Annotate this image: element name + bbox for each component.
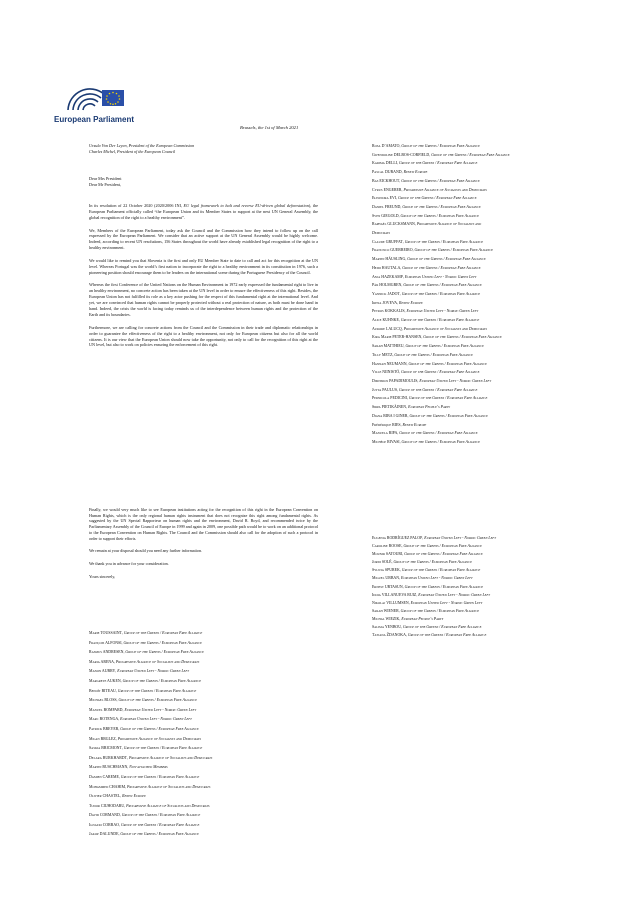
signatory-name: Tudor CIUHODARU (89, 803, 125, 808)
signatory-row: Bas EICKHOUT, Group of the Greens / European Free Alliance (372, 178, 480, 183)
signatory-row: Michèle RIVASI, Group of the Greens / European Free Alliance (372, 439, 480, 444)
signatory-group: European United Left - Nordic Green Left (124, 707, 197, 712)
signatory-group: Group of the Greens / European Free Alliance (403, 544, 482, 549)
signatory-name: Pascal DURAND (372, 170, 402, 175)
signatory-group: European United Left - Nordic Green Left (404, 274, 477, 279)
signatory-group: Group of the Greens / European Free Alliance (400, 318, 480, 323)
signatory-name: Martin BUSCHMANN (89, 765, 128, 770)
signatory-group: Group of the Greens / European Free Alliance (125, 650, 204, 655)
signatory-row: Rasmus ANDRESEN, Group of the Greens / European Free Alliance (89, 650, 204, 655)
signatory-list-right-bottom (372, 534, 592, 639)
signatory-row: Pär HOLMGREN, Group of the Greens / European Free Alliance (372, 283, 482, 288)
closing-paragraph: We remain at your disposal should you need any further information. (89, 548, 203, 554)
signatory-group: European United Left - Nordic Green Left (418, 592, 490, 597)
signatory-name: Frédérique RIES (372, 422, 401, 427)
signatory-name: Manuel BOMPARD (89, 707, 123, 712)
signatory-row: Manuela RIPA, Group of the Greens / European Free Alliance (372, 431, 478, 436)
signatory-row: Manuel BOMPARD, European United Left - Nordic Green Left (89, 707, 197, 712)
signatory-group: Group of the Greens / European Free Alliance (120, 774, 200, 779)
signatory-name: Rasmus ANDRESEN (89, 650, 124, 655)
signatory-row: Ville NIINISTÖ, Group of the Greens / European Free Alliance (372, 370, 480, 375)
signatory-group: Progressive Alliance of Socialists and Democrats (403, 187, 487, 192)
signatory-group: Group of the Greens / European Free Alliance (123, 746, 203, 751)
signatory-name: Patrick BREYER (89, 726, 119, 731)
closing-section (89, 507, 318, 586)
body-paragraph: Furthermore, we are calling for concrete actions from the Council and the Commission in their trade and diplomatic relationships in order to guarantee the effectiveness of the right to a healthy environment, not only for European citizens but also for all the world citizens. It is our view that the European Union should now take the opportunity, not only to call for the recognition of this right at the UN level, but also to work on policies ensuring the enforcement of this right. (89, 324, 318, 348)
signatory-name: Aurore LALUCQ (372, 326, 402, 331)
signatory-name: François ALFONSI (89, 640, 122, 645)
signatory-name: Marc BOTENGA (89, 717, 119, 722)
signatory-name: Anja HAZEKAMP (372, 274, 403, 279)
signatory-group: Group of the Greens / European Free Alliance (401, 370, 480, 375)
signatory-group: Group of the Greens / European Free Alliance (122, 678, 202, 683)
signatory-row: Gwendoline DELBOS-CORFIELD, Group of the Greens / European Free Alliance (372, 152, 510, 157)
signatory-row: Miguel URBAN, European United Left - Nordic Green Left (372, 576, 473, 581)
signatory-row: François ALFONSI, Group of the Greens / European Free Alliance (89, 640, 202, 645)
signatory-name: Mounir SATOURI (372, 552, 403, 557)
signatory-row (372, 229, 592, 238)
signatory-group: Group of the Greens / European Free Alliance (431, 152, 510, 157)
signatory-group: Progressive Alliance of Socialists and (416, 222, 482, 227)
signatory-group: Group of the Greens / European Free Alliance (398, 161, 478, 166)
signatory-row: Olivier CHASTEL, Renew Europe (89, 794, 146, 799)
signatory-row: Mounir SATOURI, Group of the Greens / European Free Alliance (372, 552, 483, 557)
signatory-group: Renew Europe (399, 300, 423, 305)
signatory-name: Ernest URTASUN (372, 584, 403, 589)
signatory-name: Milan BRGLEZ (89, 736, 116, 741)
signatory-name: Miguel URBAN (372, 576, 400, 581)
signatory-group: Renew Europe (403, 170, 428, 175)
signatory-row: Saskia BRICMONT, Group of the Greens / European Free Alliance (89, 746, 203, 751)
signatory-row: Idoia VILLANUEVA RUIZ, European United Left - Nordic Green Left (372, 592, 490, 597)
signatory-name: Dimitrios PAPADIMOULIS (372, 378, 418, 383)
signatory-name: Martin HÄUSLING (372, 257, 406, 262)
signatory-name: Ignazio CORRAO (89, 822, 119, 827)
signatory-name: Hannah NEUMANN (372, 361, 407, 366)
signatory-group: Group of the Greens / European Free Alliance (398, 387, 478, 392)
signatory-group: Progressive Alliance of Socialists and Democrats (117, 736, 202, 741)
signatory-name: Ville NIINISTÖ (372, 370, 400, 375)
signatory-row: Tilly METZ, Group of the Greens / European Free Alliance (372, 352, 473, 357)
signatory-group: Group of the Greens / European Free Alliance (409, 413, 488, 418)
signatory-group: Group of the Greens / European Free Alliance (414, 248, 493, 253)
signatory-row: Tatjana ŽDANOKA, Group of the Greens / European Free Alliance (372, 633, 487, 638)
signatory-row: David CORMAND, Group of the Greens / European Free Alliance (89, 813, 201, 818)
signatory-row: Patrick BREYER, Group of the Greens / European Free Alliance (89, 726, 199, 731)
signatory-row: Mohammed CHAHIM, Progressive Alliance of Socialists and Democrats (89, 784, 211, 789)
parliament-hemicycle-icon (64, 84, 126, 114)
signatory-name: Delara BURKHARDT (89, 755, 127, 760)
signatory-row: Benoît BITEAU, Group of the Greens / European Free Alliance (89, 688, 197, 693)
signatory-group: Group of the Greens / European Free Alliance (401, 439, 480, 444)
signatory-row: Irena JOVEVA, Renew Europe (372, 300, 423, 305)
addressee-line: Charles Michel, President of the European Council (89, 148, 176, 154)
signatory-name: Benoît BITEAU (89, 688, 116, 693)
signatory-name: Nikolaj VILLUMSEN (372, 600, 409, 605)
signatory-group: Group of the Greens / European Free Alliance (123, 631, 203, 635)
signatory-row: Pascal DURAND, Renew Europe (372, 170, 428, 175)
signatory-group: Group of the Greens / European Free Alliance (120, 832, 199, 837)
signatory-name: Salima YENBOU (372, 625, 402, 630)
signatory-name: Bas EICKHOUT (372, 178, 400, 183)
signatory-row: Sven GIEGOLD, Group of the Greens / European Free Alliance (372, 213, 479, 218)
signatory-row: Dimitrios PAPADIMOULIS, European United Left - Nordic Green Left (372, 378, 492, 383)
signatory-group: Renew Europe (122, 794, 146, 799)
signatory-group: Group of the Greens / European Free Alliance (121, 813, 201, 818)
signatory-group: Group of the Greens / European Free Alliance (404, 584, 484, 589)
signatory-name: Raphaël GLUCKSMANN (372, 222, 415, 227)
signatory-group: Group of the Greens / European Free Alliance (120, 822, 200, 827)
signatory-name: Idoia VILLANUEVA RUIZ (372, 592, 417, 597)
signatory-group: Group of the Greens / European Free Alliance (398, 196, 477, 201)
signatory-row: Milan BRGLEZ, Progressive Alliance of Socialists and Democrats (89, 736, 202, 741)
signatory-row: Sirpa PIETIKÄINEN, European People’s Party (372, 405, 450, 410)
european-parliament-logo (54, 84, 144, 134)
signatory-row: Yannick JADOT, Group of the Greens / European Free Alliance (372, 291, 481, 296)
signatory-row: Margrete AUKEN, Group of the Greens / European Free Alliance (89, 678, 202, 683)
signatory-row: Martin BUSCHMANN, Non-attached Members (89, 765, 168, 770)
signatory-group: Group of the Greens / European Free Alliance (401, 568, 481, 573)
closing-paragraph: We thank you in advance for your consideration. (89, 560, 169, 566)
signatory-name: Pär HOLMGREN (372, 283, 402, 288)
signatory-name: Irena JOVEVA (372, 300, 398, 305)
signatory-group: Group of the Greens / European Free Alliance (407, 633, 487, 638)
signatory-group: Group of the Greens / European Free Alliance (402, 265, 481, 270)
signatory-row: Ignazio CORRAO, Group of the Greens / European Free Alliance (89, 822, 200, 827)
signatory-row: Jutta PAULUS, Group of the Greens / European Free Alliance (372, 387, 478, 392)
signatory-group: Progressive Alliance of Socialists and Democrats (403, 326, 488, 331)
signatory-name: Karima DELLI (372, 161, 398, 166)
signatory-group: Progressive Alliance of Socialists and Democrats (115, 659, 200, 664)
dateline: Brussels, the 1st of March 2021 (240, 125, 299, 130)
signatory-row: Anja HAZEKAMP, European United Left - Nordic Green Left (372, 274, 477, 279)
signatory-group: Group of the Greens / European Free Alliance (123, 640, 202, 645)
signatory-name: Jordi SOLÉ (372, 560, 392, 565)
signatory-row: Claude GRUFFAT, Group of the Greens / European Free Alliance (372, 239, 484, 244)
signatory-row: Ernest URTASUN, Group of the Greens / European Free Alliance (372, 584, 484, 589)
signatory-row: Maria ARENA, Progressive Alliance of Socialists and Democrats (89, 659, 200, 664)
signatory-row: Damien CAREME, Group of the Greens / European Free Alliance (89, 774, 200, 779)
signatory-row: Delara BURKHARDT, Progressive Alliance of Socialists and Democrats (89, 755, 213, 760)
signatory-group: Group of the Greens / European Free Alliance (405, 344, 484, 349)
signatory-group: Group of the Greens / European Free Alliance (403, 283, 482, 288)
signatory-name: Eugenia RODRÍGUEZ PALOP (372, 536, 423, 540)
signatory-list-left (89, 629, 318, 840)
signatory-row: Sylwia SPUREK, Group of the Greens / European Free Alliance (372, 568, 481, 573)
signatory-name: Tilly METZ (372, 352, 393, 357)
signatory-group: Group of the Greens / European Free Alliance (408, 361, 487, 366)
signatory-group: Group of the Greens / European Free Alliance (393, 560, 472, 565)
signatory-row: Caroline ROOSE, Group of the Greens / European Free Alliance (372, 544, 482, 549)
signatory-name: Tatjana ŽDANOKA (372, 633, 406, 638)
signatory-group: Democrats (372, 231, 391, 236)
signatory-group: Renew Europe (402, 422, 427, 427)
signatory-row: Pernicola PEDICINI, Group of the Greens / European Free Alliance (372, 396, 488, 401)
signatory-row: Salima YENBOU, Group of the Greens / European Free Alliance (372, 625, 482, 630)
signatory-name: Maria ARENA (89, 659, 114, 664)
signatory-name: Rosa D’AMATO (372, 144, 400, 148)
signatory-group: Group of the Greens / European Free Alliance (120, 726, 199, 731)
signatory-group: Group of the Greens / European Free Alliance (401, 144, 480, 148)
signatory-row: Marc BOTENGA, European United Left - Nordic Green Left (89, 717, 192, 722)
signatory-group: European People’s Party (408, 405, 450, 410)
signatory-row: Rosa D’AMATO, Group of the Greens / European Free Alliance (372, 144, 480, 148)
signatory-row: Manon AUBRY, European United Left - Nordic Green Left (89, 669, 189, 674)
signatory-row: Jordi SOLÉ, Group of the Greens / European Free Alliance (372, 560, 472, 565)
signatory-row: Marie TOUSSAINT, Group of the Greens / European Free Alliance (89, 631, 203, 635)
logo-label: European Parliament (54, 115, 135, 124)
signatory-row: Petros KOKKALIS, European United Left - Nordic Green Left (372, 309, 479, 314)
signatory-row: Cyrus ENGERER, Progressive Alliance of Socialists and Democrats (372, 187, 487, 192)
signatory-group: Group of the Greens / European Free Alliance (401, 291, 481, 296)
signatory-name: Cyrus ENGERER (372, 187, 402, 192)
signatory-group: Group of the Greens / European Free Alliance (423, 335, 502, 340)
signatory-group: Group of the Greens / European Free Alliance (399, 431, 478, 436)
signatory-name: Caroline ROOSE (372, 544, 402, 549)
signatory-row: Martin HÄUSLING, Group of the Greens / European Free Alliance (372, 257, 486, 262)
signatory-group: Progressive Alliance of Socialists and Democrats (128, 755, 213, 760)
signatory-group: Group of the Greens / European Free Alliance (117, 688, 197, 693)
signatory-group: Group of the Greens / European Free Alliance (394, 352, 473, 357)
signatory-name: Heidi HAUTALA (372, 265, 401, 270)
body-paragraph: We would like to remind you that Slovenia is the first and only EU Member State to date to call and act for this recognition at the UN level. Whereas Portugal was the world’s first nation to incorporate the right to a healthy environment in its constitution in 1976, such a pioneering position should encourage them to be leaders on the international scene during the Portuguese Presidency of the Council. (89, 257, 318, 275)
letter-body (89, 203, 318, 355)
signatory-name: Daniel FREUND (372, 204, 401, 209)
signatory-row: Sarah MATTHIEU, Group of the Greens / European Free Alliance (372, 344, 484, 349)
signatory-name: Sylwia SPUREK (372, 568, 400, 573)
signatory-group: European People’s Party (401, 616, 444, 621)
signatory-row: Tudor CIUHODARU, Progressive Alliance of Socialists and Democrats (89, 803, 210, 808)
signatory-name: Michal WIEZIK (372, 616, 400, 621)
signatory-name: Sarah WIENER (372, 608, 399, 613)
signatory-name: Francisco GUERREIRO (372, 248, 413, 253)
signatory-name: Marie TOUSSAINT (89, 631, 122, 635)
addressees (89, 143, 318, 155)
signatory-row: Jakop DALUNDE, Group of the Greens / European Free Alliance (89, 832, 199, 837)
signatory-row: Alice KUHNKE, Group of the Greens / European Free Alliance (372, 318, 480, 323)
signatory-name: Jakop DALUNDE (89, 832, 119, 837)
signatory-name: Gwendoline DELBOS-CORFIELD (372, 152, 430, 157)
intro-paragraph: In its resolution of 22 October 2020 (2020/2006 INI, EU legal framework to halt and reverse EU-driven global deforestation), the European Parliament officially called “the European Union and its Member States to support at the next UN General Assembly, the global recognition of the right to a healthy environment”. (89, 203, 318, 220)
signatory-row: Nikolaj VILLUMSEN, European United Left - Nordic Green Left (372, 600, 483, 605)
signatory-row: Kira Marie PETER-HANSEN, Group of the Greens / European Free Alliance (372, 335, 502, 340)
signatory-name: Diana RIBA I GINER (372, 413, 408, 418)
signatory-name: Yannick JADOT (372, 291, 400, 296)
signatory-group: Group of the Greens / European Free Alliance (404, 239, 484, 244)
signatory-name: Saskia BRICMONT (89, 746, 122, 751)
signatory-name: Margrete AUKEN (89, 678, 121, 683)
signatory-row: Raphaël GLUCKSMANN, Progressive Alliance of Socialists and (372, 222, 482, 227)
signatory-name: Sirpa PIETIKÄINEN (372, 405, 407, 410)
signatory-name: Sven GIEGOLD (372, 213, 399, 218)
signatory-name: Pernicola PEDICINI (372, 396, 407, 401)
signatory-group: Non-attached Members (129, 765, 168, 770)
signatory-group: Group of the Greens / European Free Alliance (118, 698, 197, 703)
signatory-name: Manon AUBRY (89, 669, 116, 674)
body-paragraph: Whereas the first Conference of the United Nations on the Human Environment in 1972 early expressed the fundamental right to live in an healthy environment, no concrete action has been taken at the UN level in order to ensure the effectiveness of this right. Besides, the European Union has not fulfilled its role as a key actor pushing for the respect of this fundamental right at the international level. And yet, we are convinced that human rights cannot be properly protected without a real protection of nature, as both must be done hand in hand. Indeed, the crisis the world is facing today reminds us of the interdependence between human rights and the protection of the Earth and its boundaries. (89, 282, 318, 317)
signatory-row: Michael BLOSS, Group of the Greens / European Free Alliance (89, 698, 197, 703)
signatory-group: Group of the Greens / European Free Alliance (400, 608, 480, 613)
signatory-name: Michèle RIVASI (372, 439, 400, 444)
signatory-name: Damien CAREME (89, 774, 119, 779)
signatory-name: Eleonora EVI (372, 196, 397, 201)
signatory-group: Group of the Greens / European Free Alliance (402, 204, 481, 209)
signatory-group: European United Left - Nordic Green Left (410, 600, 483, 605)
signatory-name: Claude GRUFFAT (372, 239, 403, 244)
signatory-group: Progressive Alliance of Socialists and Democrats (127, 784, 211, 789)
signatory-group: European United Left - Nordic Green Left (120, 717, 192, 722)
salutation (89, 176, 318, 188)
signatory-row: Francisco GUERREIRO, Group of the Greens / European Free Alliance (372, 248, 493, 253)
signatory-group: Group of the Greens / European Free Alliance (403, 625, 482, 630)
signatory-row: Diana RIBA I GINER, Group of the Greens / European Free Alliance (372, 413, 488, 418)
signatory-group: Group of the Greens / European Free Alliance (400, 213, 479, 218)
signatory-name: Petros KOKKALIS (372, 309, 405, 314)
signatory-list-right-top (372, 142, 592, 447)
signatory-row: Eleonora EVI, Group of the Greens / European Free Alliance (372, 196, 477, 201)
signatory-name: Jutta PAULUS (372, 387, 398, 392)
signatory-row: Hannah NEUMANN, Group of the Greens / European Free Alliance (372, 361, 487, 366)
signatory-name: Manuela RIPA (372, 431, 398, 436)
signatory-group: European United Left - Nordic Green Left (406, 309, 479, 314)
salutation-line: Dear Mr President, (89, 181, 121, 187)
signatory-row: Daniel FREUND, Group of the Greens / European Free Alliance (372, 204, 481, 209)
signatory-group: European United Left - Nordic Green Left (401, 576, 473, 581)
closing-paragraph: Yours sincerely, (89, 573, 116, 579)
signatory-row: Eugenia RODRÍGUEZ PALOP, European United Left - Nordic Green Left (372, 536, 496, 540)
signatory-name: Alice KUHNKE (372, 318, 399, 323)
signatory-name: Mohammed CHAHIM (89, 784, 126, 789)
signatory-name: Kira Marie PETER-HANSEN (372, 335, 422, 340)
salutation-line: Dear Mrs President (89, 176, 122, 181)
signatory-group: Group of the Greens / European Free Alliance (401, 178, 480, 183)
signatory-group: Progressive Alliance of Socialists and Democrats (126, 803, 210, 808)
addressee-line: Ursula Von Der Leyen, President of the European Commission (89, 143, 195, 148)
closing-paragraph: Finally, we would very much like to see European institutions acting for the recognition of this right in the European Convention on Human Rights, which is the only regional human rights instrument that does not recognize this right among fundamental rights. As suggested by the UN Special Rapporteur on human rights and the environment, David R. Boyd, and recommended twice by the Parliamentary Assembly of the Council of Europe in 1999 and again in 2009, one possible path would be to work on an additional protocol to the European Convention on Human Rights. The Council and the Commission should also call for the adoption of such a protocol in order to support their efforts. (89, 507, 318, 541)
signatory-row: Aurore LALUCQ, Progressive Alliance of Socialists and Democrats (372, 326, 488, 331)
body-paragraph: We, Members of the European Parliament, today ask the Council and the Commission how they intend to follow up on the call expressed by the European Parliament. We consider that an active support at the UN General Assembly would be highly welcome. Indeed, according to recent UN resolutions, 156 States throughout the world have already established legal recognition of the right to a healthy environment. (89, 227, 318, 251)
signatory-group: European United Left - Nordic Green Left (117, 669, 189, 674)
signatory-row: Heidi HAUTALA, Group of the Greens / European Free Alliance (372, 265, 481, 270)
signatory-group: Group of the Greens / European Free Alliance (407, 257, 486, 262)
signatory-row: Frédérique RIES, Renew Europe (372, 422, 427, 427)
signatory-name: Sarah MATTHIEU (372, 344, 404, 349)
signatory-group: Group of the Greens / European Free Alliance (408, 396, 488, 401)
signatory-name: Olivier CHASTEL (89, 794, 121, 799)
signatory-name: David CORMAND (89, 813, 120, 818)
signatory-row: Sarah WIENER, Group of the Greens / European Free Alliance (372, 608, 480, 613)
signatory-row: Karima DELLI, Group of the Greens / European Free Alliance (372, 161, 478, 166)
signatory-group: Group of the Greens / European Free Alliance (404, 552, 483, 557)
signatory-name: Michael BLOSS (89, 698, 117, 703)
signatory-group: European United Left - Nordic Green Left (419, 378, 492, 383)
signatory-row: Michal WIEZIK, European People’s Party (372, 616, 444, 621)
signatory-group: European United Left - Nordic Green Left (424, 536, 496, 540)
